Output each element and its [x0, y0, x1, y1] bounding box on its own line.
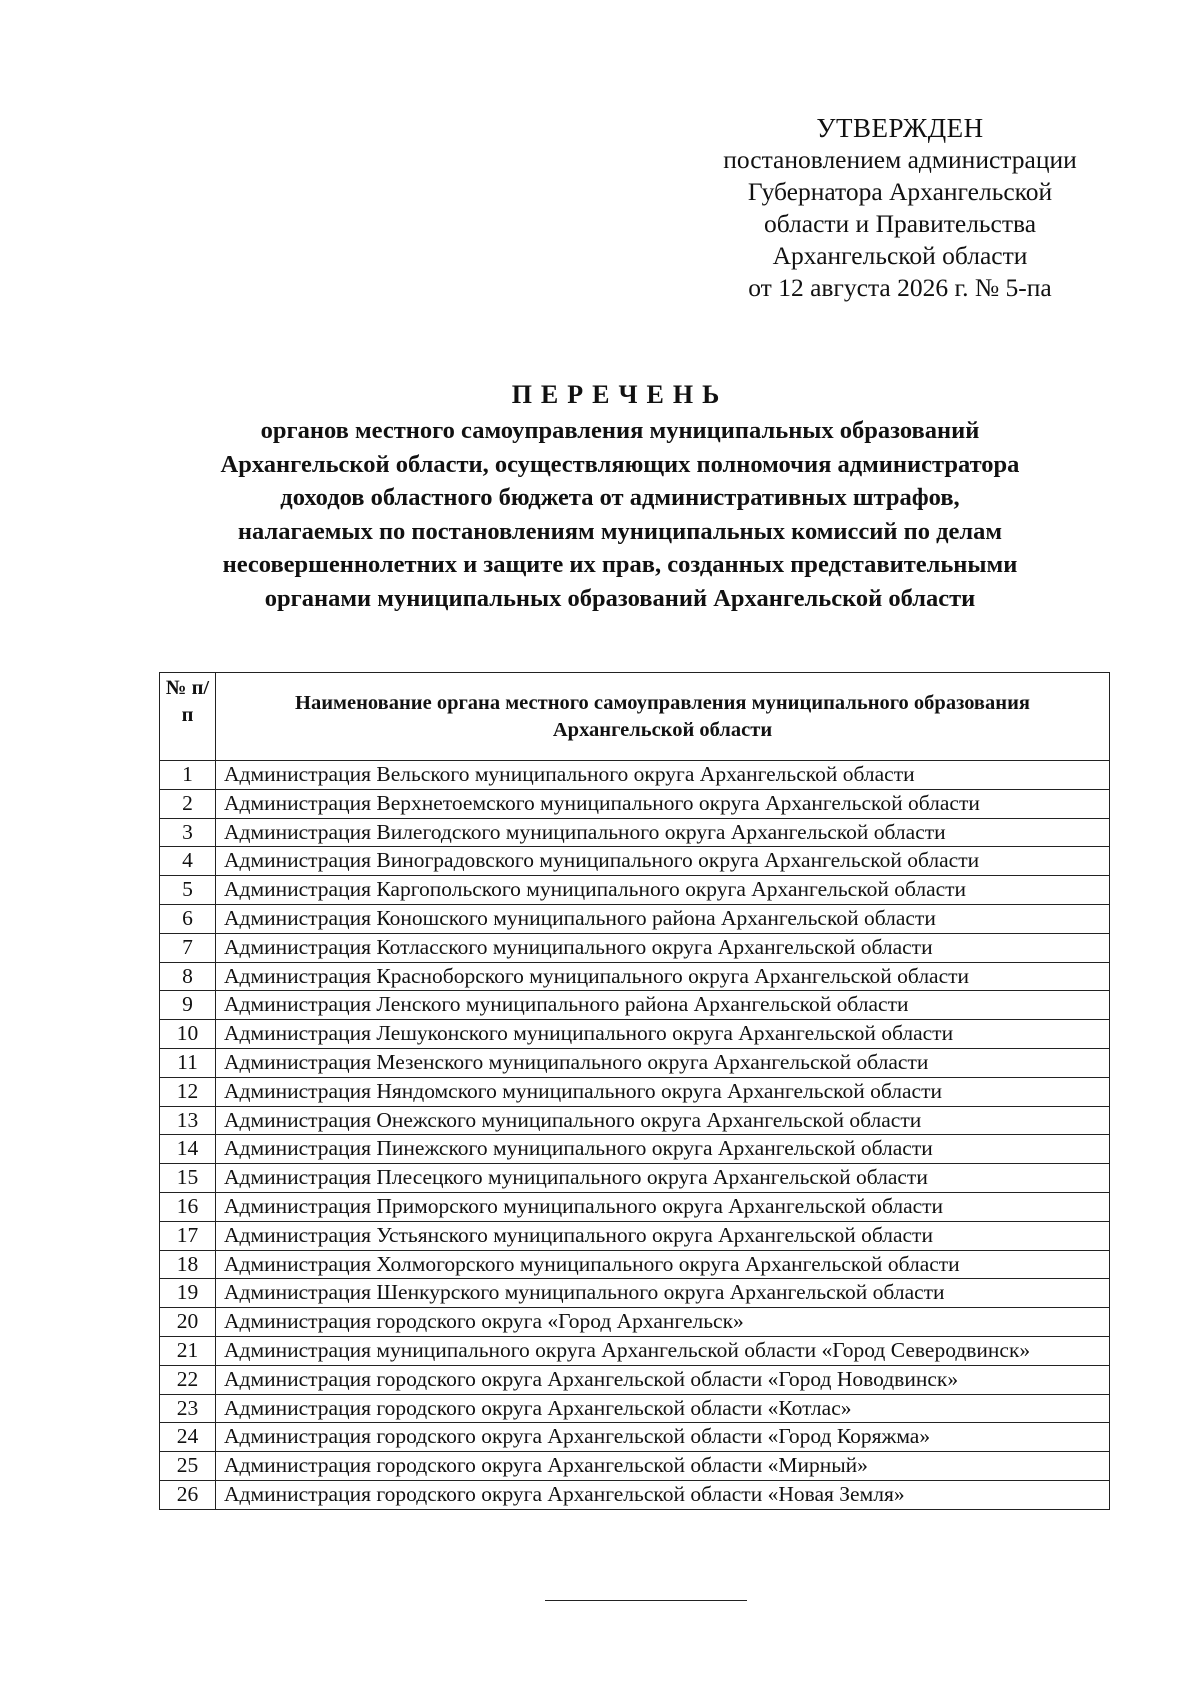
row-authority-name: Администрация городского округа Архангельской области «Мирный» [216, 1452, 1110, 1481]
row-authority-name: Администрация Виноградовского муниципального округа Архангельской области [216, 847, 1110, 876]
table-row [160, 1192, 1110, 1221]
approval-line: Губернатора Архангельской [747, 177, 1053, 206]
row-number: 12 [160, 1077, 216, 1106]
table-row [160, 1365, 1110, 1394]
approval-date-line: от 12 августа 2026 г. № 5-па [748, 273, 1052, 302]
row-number: 9 [160, 991, 216, 1020]
authorities-table [159, 672, 1110, 1510]
row-number: 26 [160, 1480, 216, 1509]
row-authority-name: Администрация городского округа Архангельской области «Котлас» [216, 1394, 1110, 1423]
row-authority-name: Администрация Коношского муниципального района Архангельской области [216, 904, 1110, 933]
row-number: 14 [160, 1135, 216, 1164]
approval-line: области и Правительства [763, 209, 1037, 238]
subtitle-line: несовершеннолетних и защите их прав, созданных представительными [222, 551, 1018, 578]
row-authority-name: Администрация Шенкурского муниципального округа Архангельской области [216, 1279, 1110, 1308]
row-number: 6 [160, 904, 216, 933]
table-row [160, 1164, 1110, 1193]
table-row [160, 1048, 1110, 1077]
approval-stamp [670, 112, 1130, 304]
row-authority-name: Администрация Холмогорского муниципального округа Архангельской области [216, 1250, 1110, 1279]
table-row [160, 1106, 1110, 1135]
row-number: 17 [160, 1221, 216, 1250]
table-row [160, 1394, 1110, 1423]
table-row [160, 904, 1110, 933]
row-number: 19 [160, 1279, 216, 1308]
row-number: 24 [160, 1423, 216, 1452]
row-number: 5 [160, 876, 216, 905]
row-authority-name: Администрация Верхнетоемского муниципального округа Архангельской области [216, 789, 1110, 818]
row-authority-name: Администрация Няндомского муниципального округа Архангельской области [216, 1077, 1110, 1106]
table-row [160, 962, 1110, 991]
table-row [160, 789, 1110, 818]
table-row [160, 1077, 1110, 1106]
table-row [160, 991, 1110, 1020]
table-row [160, 818, 1110, 847]
row-number: 8 [160, 962, 216, 991]
row-number: 25 [160, 1452, 216, 1481]
title-main: ПЕРЕЧЕНЬ [511, 380, 729, 409]
row-number: 3 [160, 818, 216, 847]
subtitle-line: налагаемых по постановлениям муниципальных комиссий по делам [237, 517, 1003, 545]
row-authority-name: Администрация Устьянского муниципального округа Архангельской области [216, 1221, 1110, 1250]
subtitle-line: органов местного самоуправления муниципальных образований [260, 417, 980, 444]
table-row [160, 761, 1110, 790]
row-authority-name: Администрация Вельского муниципального округа Архангельской области [216, 761, 1110, 790]
row-number: 7 [160, 933, 216, 962]
table-row [160, 1221, 1110, 1250]
row-authority-name: Администрация муниципального округа Архангельской области «Город Северодвинск» [216, 1336, 1110, 1365]
subtitle-line: Архангельской области, осуществляющих полномочия администратора [220, 450, 1020, 478]
row-number: 1 [160, 761, 216, 790]
row-authority-name: Администрация городского округа Архангельской области «Город Новодвинск» [216, 1365, 1110, 1394]
approval-line: постановлением администрации [723, 145, 1077, 174]
row-authority-name: Администрация городского округа Архангельской области «Город Коряжма» [216, 1423, 1110, 1452]
table-row [160, 1279, 1110, 1308]
header-name: Наименование органа местного самоуправления муниципального образования Архангельской области [216, 673, 1110, 761]
table-row [160, 847, 1110, 876]
approval-line: Архангельской области [772, 241, 1028, 270]
row-number: 21 [160, 1336, 216, 1365]
row-number: 16 [160, 1192, 216, 1221]
row-authority-name: Администрация городского округа Архангельской области «Новая Земля» [216, 1480, 1110, 1509]
table-row [160, 933, 1110, 962]
row-number: 18 [160, 1250, 216, 1279]
row-authority-name: Администрация Вилегодского муниципального округа Архангельской области [216, 818, 1110, 847]
row-authority-name: Администрация Мезенского муниципального округа Архангельской области [216, 1048, 1110, 1077]
row-authority-name: Администрация Приморского муниципального округа Архангельской области [216, 1192, 1110, 1221]
row-authority-name: Администрация Онежского муниципального округа Архангельской области [216, 1106, 1110, 1135]
title-subtitle [120, 414, 1120, 615]
table-row [160, 1250, 1110, 1279]
table-row [160, 876, 1110, 905]
row-number: 11 [160, 1048, 216, 1077]
row-number: 23 [160, 1394, 216, 1423]
row-authority-name: Администрация Ленского муниципального района Архангельской области [216, 991, 1110, 1020]
subtitle-line: доходов областного бюджета от административных штрафов, [280, 484, 960, 511]
table-row [160, 1452, 1110, 1481]
row-authority-name: Администрация Пинежского муниципального округа Архангельской области [216, 1135, 1110, 1164]
table-row [160, 1423, 1110, 1452]
subtitle-line: органами муниципальных образований Архангельской области [264, 584, 976, 612]
row-number: 10 [160, 1020, 216, 1049]
table-row [160, 1336, 1110, 1365]
row-authority-name: Администрация Котласского муниципального округа Архангельской области [216, 933, 1110, 962]
row-authority-name: Администрация Плесецкого муниципального округа Архангельской области [216, 1164, 1110, 1193]
row-authority-name: Администрация городского округа «Город Архангельск» [216, 1308, 1110, 1337]
footer-divider [545, 1600, 747, 1601]
row-number: 20 [160, 1308, 216, 1337]
row-number: 2 [160, 789, 216, 818]
row-authority-name: Администрация Красноборского муниципального округа Архангельской области [216, 962, 1110, 991]
row-number: 13 [160, 1106, 216, 1135]
row-number: 15 [160, 1164, 216, 1193]
document-title [120, 378, 1120, 615]
table-header-row [160, 673, 1110, 761]
row-authority-name: Администрация Каргопольского муниципального округа Архангельской области [216, 876, 1110, 905]
row-number: 22 [160, 1365, 216, 1394]
table-row [160, 1020, 1110, 1049]
row-authority-name: Администрация Лешуконского муниципального округа Архангельской области [216, 1020, 1110, 1049]
approval-heading: УТВЕРЖДЕН [816, 113, 984, 143]
table-row [160, 1480, 1110, 1509]
row-number: 4 [160, 847, 216, 876]
table-body [160, 761, 1110, 1510]
header-number: № п/ п [160, 673, 216, 761]
table-row [160, 1135, 1110, 1164]
table-row [160, 1308, 1110, 1337]
